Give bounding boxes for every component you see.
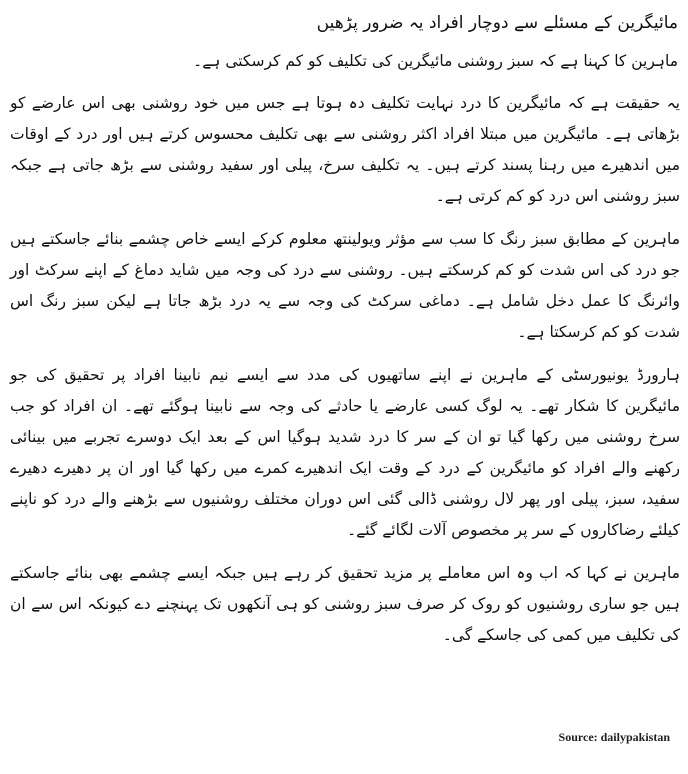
lede: ماہرین کا کہنا ہے کہ سبز روشنی مائیگرین کی تکلیف کو کم کرسکتی ہے۔	[193, 52, 678, 70]
paragraph-1: یہ حقیقت ہے کہ مائیگرین کا درد نہایت تکلیف دہ ہوتا ہے جس میں خود روشنی بھی اس عارضے کو بڑھاتی ہے۔ مائیگرین میں مبتلا افراد اکثر روشنی سے بھی تکلیف محسوس کرتے ہیں اور درد کے اوقات میں اندھیرے میں رہنا پسند کرتے ہیں۔ یہ تکلیف سرخ، پیلی اور سفید روشنی سے بڑھ جاتی ہے جبکہ سبز روشنی اس درد کو کم کرتی ہے۔	[10, 94, 680, 205]
paragraph-3: ہارورڈ یونیورسٹی کے ماہرین نے اپنے ساتھیوں کی مدد سے ایسے نیم نابینا افراد پر تحقیق کی جو مائیگرین کا شکار تھے۔ یہ لوگ کسی عارضے یا حادثے کی وجہ سے نابینا ہوگئے تھے۔ ان افراد کو جب سرخ روشنی میں رکھا گیا تو ان کے سر کا درد شدید ہوگیا اس کے بعد ایک دوسرے تجربے میں بینائی رکھنے والے افراد کو مائیگرین کے درد کے وقت ایک اندھیرے کمرے میں رکھا گیا اور ان پر دھیرے دھیرے سفید، سبز، پیلی اور پھر لال روشنی ڈالی گئی اس دوران مختلف روشنیوں سے بڑھنے والے درد کو ناپنے کیلئے رضاکاروں کے سر پر مخصوص آلات لگائے گئے۔	[10, 366, 680, 539]
headline: مائیگرین کے مسئلے سے دوچار افراد یہ ضرور پڑھیں	[316, 13, 678, 33]
source-credit: Source: dailypakistan	[558, 730, 670, 744]
article	[10, 10, 680, 663]
paragraph-4: ماہرین نے کہا کہ اب وہ اس معاملے پر مزید تحقیق کر رہے ہیں جبکہ ایسے چشمے بھی بنائے جاسکتے ہیں جو ساری روشنیوں کو روک کر صرف سبز روشنی کو ہی آنکھوں تک پہنچنے دے کیونکہ اس سے ان کی تکلیف میں کمی کی جاسکے گی۔	[10, 564, 680, 644]
paragraph-2: ماہرین کے مطابق سبز رنگ کا سب سے مؤثر ویولینتھ معلوم کرکے ایسے خاص چشمے بنائے جاسکتے ہیں جو درد کی اس شدت کو کم کرسکتے ہیں۔ روشنی سے درد کی وجہ میں شاید دماغ کے اپنے سرکٹ اور وائرنگ کا عمل دخل شامل ہے۔ دماغی سرکٹ کی وجہ سے یہ درد بڑھ جاتا ہے لیکن سبز رنگ اس شدت کو کم کرسکتا ہے۔	[10, 230, 680, 341]
